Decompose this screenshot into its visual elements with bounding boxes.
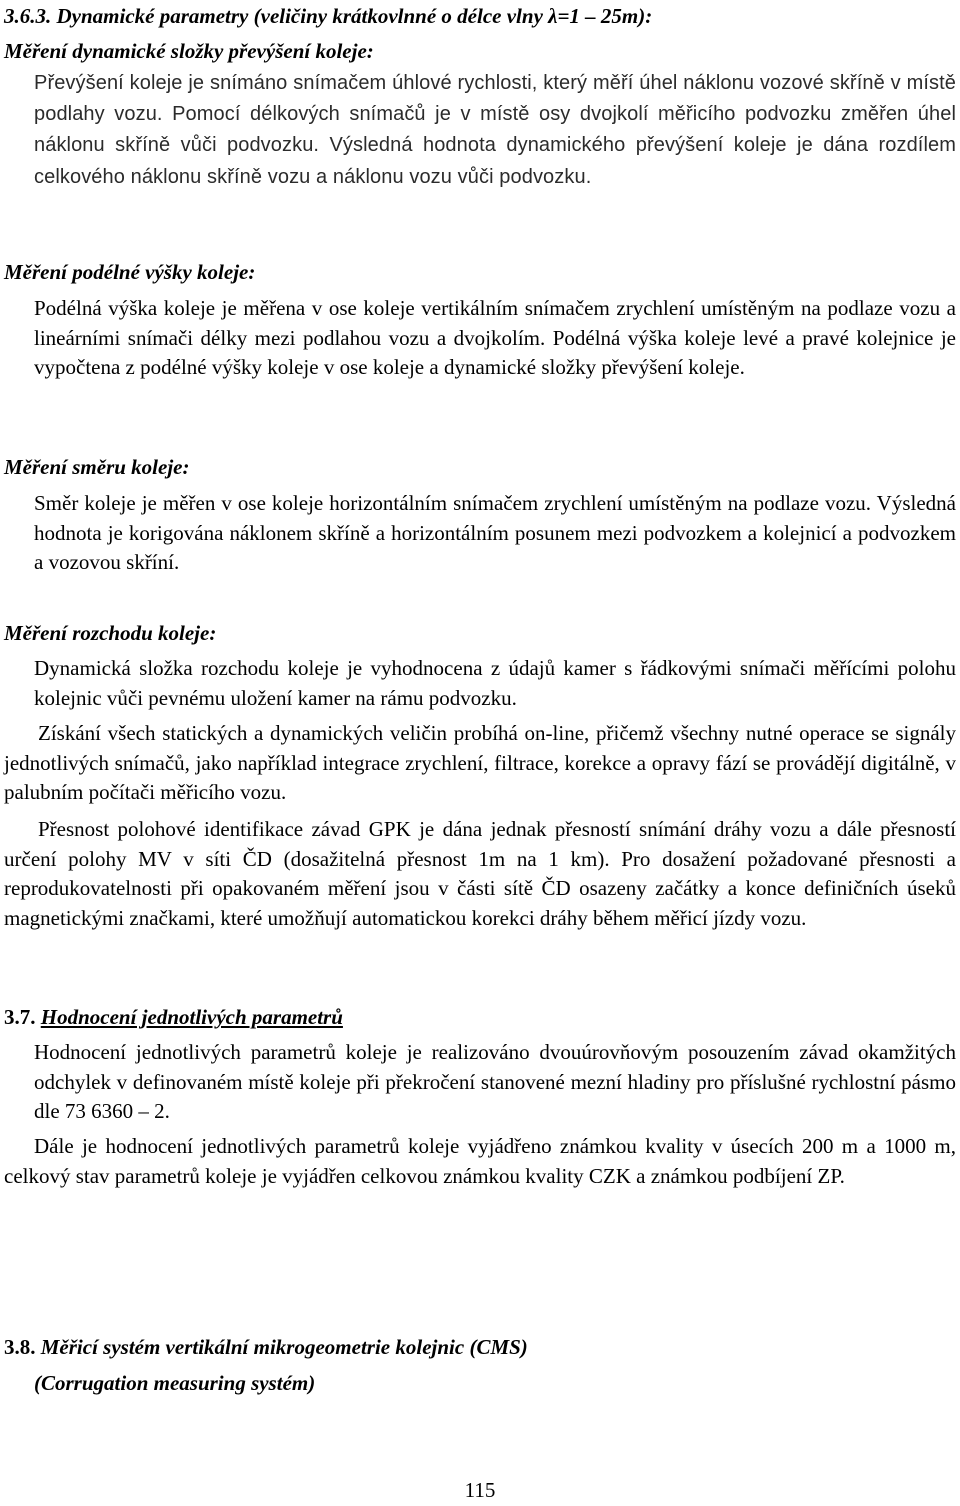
paragraph-longitudinal-level: Podélná výška koleje je měřena v ose koleje vertikálním snímačem zrychlení umístěným na podlaze vozu a lineárními snímači délky mezi podlahou vozu a dvojkolím. Podélná výška koleje levé a pravé kolejnice je vypočtena z podélné výšky koleje v ose koleje a dynamické složky převýšení koleje. bbox=[34, 296, 956, 380]
subheading-longitudinal-level: Měření podélné výšky koleje: bbox=[4, 260, 256, 284]
section-heading-3-7 bbox=[4, 1003, 956, 1033]
section-number: 3.8. bbox=[4, 1335, 36, 1359]
paragraph-quality-grade: Dále je hodnocení jednotlivých parametrů koleje vyjádřeno známkou kvality v úsecích 200 m a 1000 m, celkový stav parametrů koleje je vyjádřen celkovou známkou kvality CZK a známkou podbíjení ZP. bbox=[4, 1134, 956, 1188]
section-heading-3-6-3 bbox=[4, 2, 956, 32]
section-title: Měřicí systém vertikální mikrogeometrie kolejnic (CMS) bbox=[40, 1335, 528, 1359]
section-title: Dynamické parametry (veličiny krátkovlnné o délce vlny λ=1 – 25m): bbox=[56, 4, 653, 28]
subheading-dynamic-cant: Měření dynamické složky převýšení koleje: bbox=[4, 39, 374, 63]
subheading-gauge: Měření rozchodu koleje: bbox=[4, 621, 217, 645]
section-title: Hodnocení jednotlivých parametrů bbox=[40, 1005, 343, 1029]
paragraph-online-processing: Získání všech statických a dynamických veličin probíhá on-line, přičemž všechny nutné operace se signály jednotlivých snímačů, jako například integrace zrychlení, filtrace, korekce a opravy fází se provádějí digitálně, v palubním počítači měřicího vozu. bbox=[4, 721, 956, 805]
section-number: 3.6.3. bbox=[4, 4, 52, 28]
section-heading-3-8 bbox=[4, 1333, 956, 1363]
paragraph-positioning-accuracy: Přesnost polohové identifikace závad GPK je dána jednak přesností snímání dráhy vozu a dále přesností určení polohy MV v síti ČD (dosažitelná přesnost 1m na 1 km). Pro dosažení požadované přesnosti a reprodukovatelnosti při opakovaném měření jsou v části sítě ČD osazeny začátky a konce definičních úseků magnetickými značkami, které umožňují automatickou korekci dráhy během měřicí jízdy vozu. bbox=[4, 817, 956, 930]
paragraph-alignment: Směr koleje je měřen v ose koleje horizontálním snímačem zrychlení umístěným na podlaze vozu. Výsledná hodnota je korigována náklonem skříně a horizontálním posunem mezi podvozkem a kolejnicí a podvozkem a vozovou skříní. bbox=[34, 491, 956, 575]
section-number: 3.7. bbox=[4, 1005, 36, 1029]
section-subtitle-3-8: (Corrugation measuring systém) bbox=[34, 1371, 316, 1395]
paragraph-dynamic-cant: Převýšení koleje je snímáno snímačem úhlové rychlosti, který měří úhel náklonu vozové skříně v místě podlahy vozu. Pomocí délkových snímačů je v místě osy dvojkolí měřicího podvozku změřen úhel náklonu skříně vůči podvozku. Výsledná hodnota dynamického převýšení koleje je dána rozdílem celkového náklonu skříně vozu a náklonu vozu vůči podvozku. bbox=[34, 72, 956, 188]
page-number: 115 bbox=[464, 1478, 496, 1502]
paragraph-parameter-evaluation: Hodnocení jednotlivých parametrů koleje je realizováno dvouúrovňovým posouzením závad okamžitých odchylek v definovaném místě koleje při překročení stanovené mezní hladiny pro příslušné rychlostní pásmo dle 73 6360 – 2. bbox=[34, 1040, 956, 1124]
subheading-alignment: Měření směru koleje: bbox=[4, 455, 190, 479]
paragraph-gauge: Dynamická složka rozchodu koleje je vyhodnocena z údajů kamer s řádkovými snímači měřícími polohu kolejnic vůči pevnému uložení kamer na rámu podvozku. bbox=[34, 656, 956, 710]
